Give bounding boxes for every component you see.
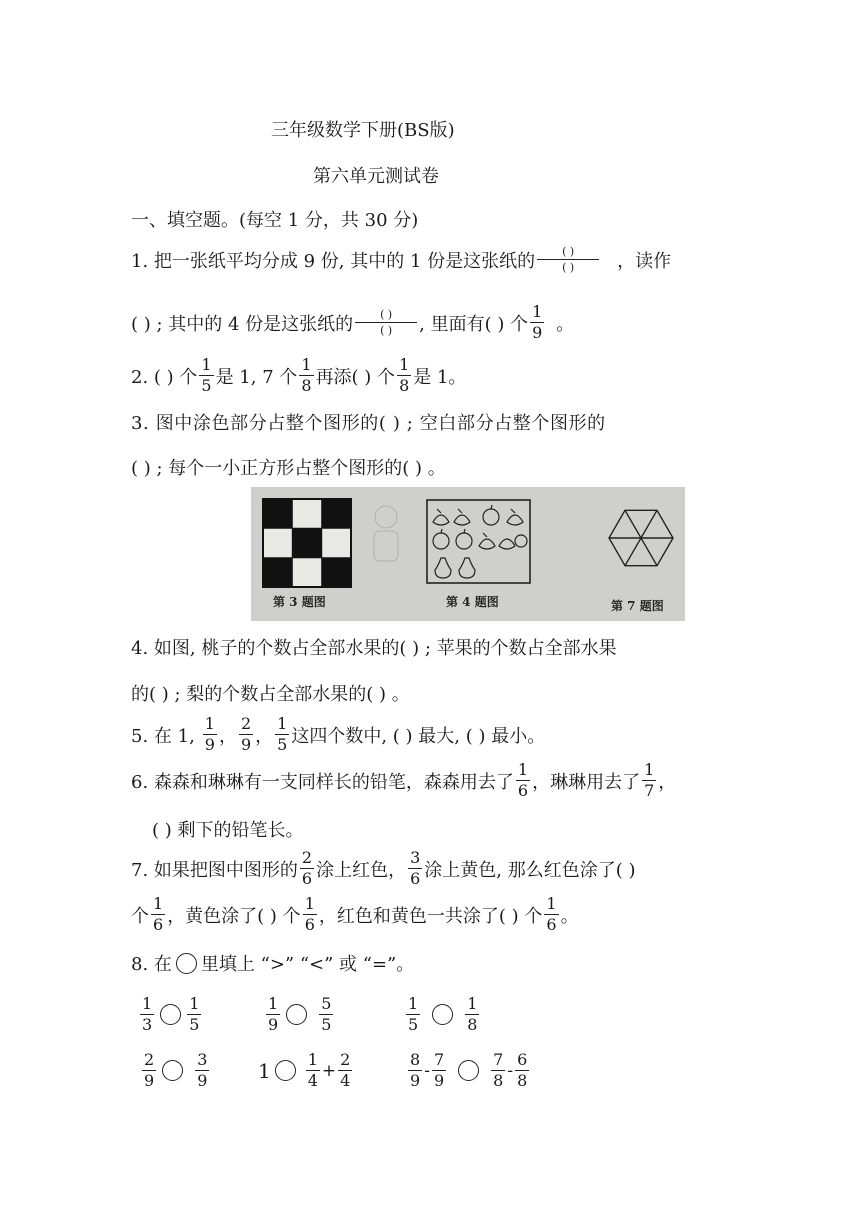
compare-circle[interactable] — [458, 1060, 479, 1081]
fraction: $\frac{1}{9}$ — [204, 714, 215, 754]
compare-item-1: $\frac{1}{3}$ $\frac{1}{5}$ — [142, 994, 200, 1034]
fraction: $\frac{1}{6}$ — [517, 760, 529, 800]
question-3-line-2: ( ) ; 每个一小正方形占整个图形的( ) 。 — [131, 458, 446, 479]
page-title: 三年级数学下册(BS版) — [271, 120, 455, 141]
question-6-line-2: ( ) 剩下的铅笔长。 — [152, 820, 304, 841]
question-8: 8. 在 里填上 “>” “<” 或 “=”。 — [131, 954, 415, 975]
answer-blank[interactable]: ( ) ( ) — [537, 246, 599, 273]
fraction: $\frac{2}{6}$ — [301, 848, 313, 888]
question-5: 5. 在 1, $\frac{1}{9}$ ， $\frac{2}{9}$ ， $\frac{1}{5}$ 这四个数中, ( ) 最大, ( ) 最小。 — [131, 714, 546, 754]
fraction: $\frac{1}{6}$ — [304, 894, 315, 934]
question-6-line-1: 6. 森森和琳琳有一支同样长的铅笔，森森用去了 $\frac{1}{6}$ ，琳琳用去了 $\frac{1}{7}$ ， — [131, 760, 677, 800]
figure-3-caption: 第 3 题图 — [273, 595, 326, 609]
fraction: $\frac{1}{7}$ — [644, 760, 655, 800]
figure-4-caption: 第 4 题图 — [446, 595, 499, 609]
compare-circle[interactable] — [160, 1004, 181, 1025]
compare-item-6: $\frac{8}{9}$ - $\frac{7}{9}$ $\frac{7}{8}$ - $\frac{6}{8}$ — [410, 1050, 528, 1090]
fraction: $\frac{1}{8}$ — [301, 355, 312, 395]
fraction: $\frac{3}{6}$ — [410, 848, 421, 888]
fraction: $\frac{1}{6}$ — [153, 894, 164, 934]
question-2: 2. ( ) 个 $\frac{1}{5}$ 是 1, 7 个 $\frac{1}{8}$ 再添( ) 个 $\frac{1}{8}$ 是 1。 — [131, 355, 467, 395]
answer-blank[interactable]: ( ) ( ) — [355, 309, 417, 336]
compare-circle[interactable] — [275, 1060, 296, 1081]
question-7-line-1: 7. 如果把图中图形的 $\frac{2}{6}$ 涂上红色， $\frac{3}{6}$ 涂上黄色, 那么红色涂了( ) — [131, 848, 636, 888]
fruit-figure — [427, 500, 530, 583]
question-1-line-2: ( ) ; 其中的 4 份是这张纸的 ( ) ( ) , 里面有( ) 个 $\frac{1}{9}$ 。 — [131, 302, 575, 342]
fraction: $\frac{2}{9}$ — [240, 714, 252, 754]
figure-7-caption: 第 7 题图 — [611, 599, 664, 613]
question-3-line-1: 3. 图中涂色部分占整个图形的( ) ; 空白部分占整个图形的 — [131, 413, 606, 434]
compare-item-5: 1 $\frac{1}{4}$ + $\frac{2}{4}$ — [258, 1050, 351, 1090]
checkerboard-figure — [263, 499, 351, 587]
section-heading: 一、填空题。(每空 1 分，共 30 分) — [131, 210, 419, 231]
compare-circle[interactable] — [432, 1004, 453, 1025]
question-4-line-1: 4. 如图, 桃子的个数占全部水果的( ) ; 苹果的个数占全部水果 — [131, 638, 617, 659]
fraction: $\frac{1}{8}$ — [399, 355, 410, 395]
fraction: $\frac{1}{9}$ — [532, 302, 543, 342]
fraction: $\frac{1}{5}$ — [277, 714, 288, 754]
compare-item-4: $\frac{2}{9}$ $\frac{3}{9}$ — [144, 1050, 208, 1090]
compare-item-3: $\frac{1}{5}$ $\frac{1}{8}$ — [408, 994, 478, 1034]
question-1-line-1: 1. 把一张纸平均分成 9 份, 其中的 1 份是这张纸的 ( ) ( ) ，读作 — [131, 245, 672, 274]
fraction: $\frac{1}{6}$ — [546, 894, 557, 934]
circle-icon — [176, 953, 197, 974]
hexagon-figure — [609, 510, 673, 565]
compare-circle[interactable] — [286, 1004, 307, 1025]
question-7-line-2: 个 $\frac{1}{6}$ ，黄色涂了( ) 个 $\frac{1}{6}$ ，红色和黄色一共涂了( ) 个 $\frac{1}{6}$ 。 — [131, 894, 579, 934]
fraction: $\frac{1}{5}$ — [201, 355, 212, 395]
question-4-line-2: 的( ) ; 梨的个数占全部水果的( ) 。 — [131, 684, 410, 705]
compare-item-2: $\frac{1}{9}$ $\frac{5}{5}$ — [268, 994, 332, 1034]
page-subtitle: 第六单元测试卷 — [313, 166, 439, 187]
compare-circle[interactable] — [162, 1060, 183, 1081]
figures-photo — [251, 487, 685, 621]
